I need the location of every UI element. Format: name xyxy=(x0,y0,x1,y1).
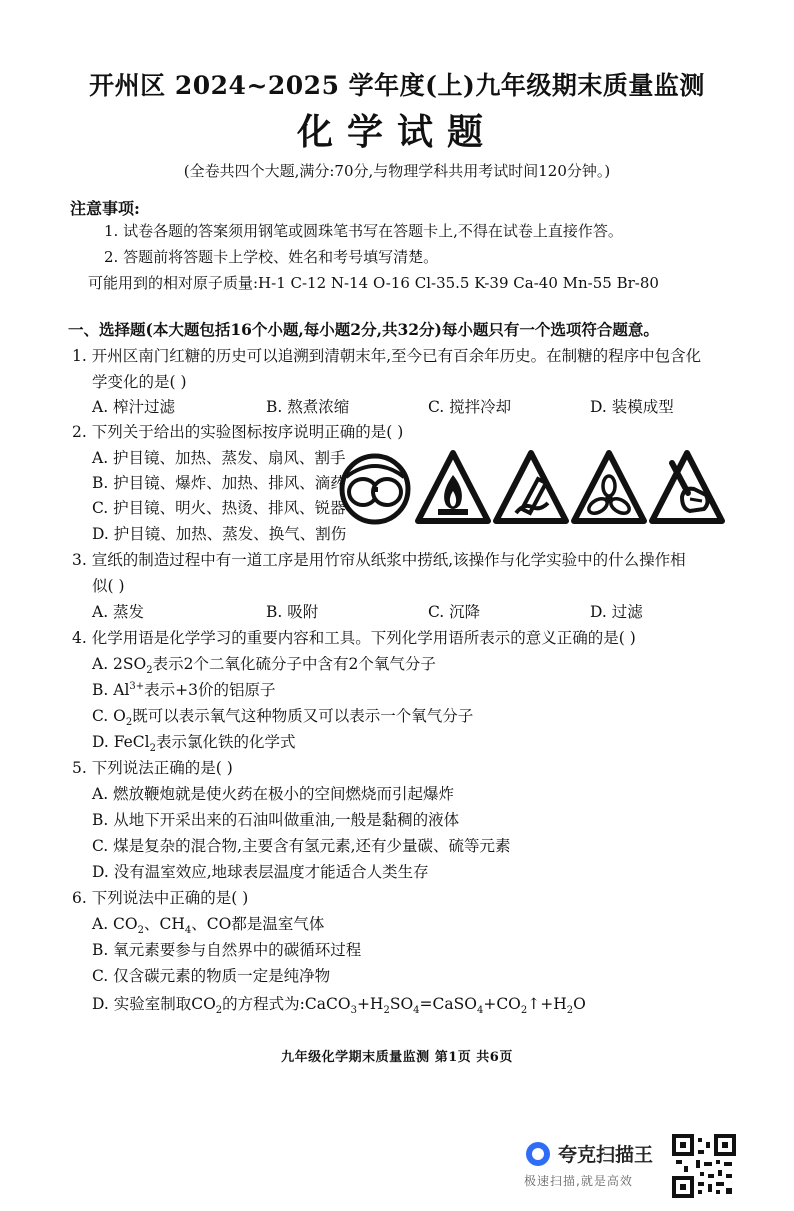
q6-option-b: B. 氧元素要参与自然界中的碳循环过程 xyxy=(92,941,362,959)
question-3-stem-cont: 似( ) xyxy=(92,577,125,595)
qr-code-icon xyxy=(672,1134,736,1198)
exhaust-fan-icon xyxy=(570,447,648,529)
q1-option-a: A. 榨汁过滤 xyxy=(92,398,176,416)
question-6-stem: 6. 下列说法中正确的是( ) xyxy=(72,889,249,907)
goggles-icon xyxy=(336,447,414,529)
page-footer: 九年级化学期末质量监测 第1页 共6页 xyxy=(281,1050,513,1065)
question-3-stem: 3. 宣纸的制造过程中有一道工序是用竹帘从纸浆中捞纸,该操作与化学实验中的什么操作相 xyxy=(72,551,686,569)
q3-option-a: A. 蒸发 xyxy=(92,603,145,621)
section-heading: 一、选择题(本大题包括16个小题,每小题2分,共32分)每小题只有一个选项符合题意。 xyxy=(68,320,659,339)
q3-option-b: B. 吸附 xyxy=(266,603,319,621)
atomic-masses: 可能用到的相对原子质量:H-1 C-12 N-14 O-16 Cl-35.5 K-39 Ca-40 Mn-55 Br-80 xyxy=(88,274,659,292)
q4-option-d: D. FeCl$_2$表示氯化铁的化学式 xyxy=(92,733,296,755)
heating-flame-icon xyxy=(414,447,492,529)
question-1-stem: 1. 开州区南门红糖的历史可以追溯到清朝末年,至今已有百余年历史。在制糖的程序中包含化 xyxy=(72,347,702,365)
note-item: 1. 试卷各题的答案须用钢笔或圆珠笔书写在答题卡上,不得在试卷上直接作答。 xyxy=(104,222,623,240)
q5-option-b: B. 从地下开采出来的石油叫做重油,一般是黏稠的液体 xyxy=(92,811,460,829)
scanner-logo-icon xyxy=(526,1142,550,1166)
q1-option-b: B. 熬煮浓缩 xyxy=(266,398,350,416)
page-title: 化学试题 xyxy=(296,111,497,153)
q4-option-c: C. $O_2$既可以表示氧气这种物质又可以表示一个氧气分子 xyxy=(92,707,474,729)
question-5-stem: 5. 下列说法正确的是( ) xyxy=(72,759,233,777)
lab-safety-icons xyxy=(336,447,726,529)
q1-option-c: C. 搅拌冷却 xyxy=(428,398,512,416)
note-item: 2. 答题前将答题卡上学校、姓名和考号填写清楚。 xyxy=(104,248,439,266)
q6-option-a: A. $CO_2$、$CH_4$、CO都是温室气体 xyxy=(92,915,325,937)
sharp-object-icon xyxy=(648,447,726,529)
watermark-slogan: 极速扫描,就是高效 xyxy=(524,1174,633,1188)
q5-option-d: D. 没有温室效应,地球表层温度才能适合人类生存 xyxy=(92,863,429,881)
watermark-name: 夸克扫描王 xyxy=(558,1144,654,1166)
q2-option-a: A. 护目镜、加热、蒸发、扇风、割手 xyxy=(92,449,346,467)
exam-header: 开州区 2024~2025 学年度(上)九年级期末质量监测 xyxy=(89,71,705,100)
q3-option-d: D. 过滤 xyxy=(590,603,643,621)
q2-option-b: B. 护目镜、爆炸、加热、排风、滴药 xyxy=(92,474,346,492)
q4-option-b: B. $Al^{3+}$表示+3价的铝原子 xyxy=(92,680,276,699)
q4-option-a: A. $2SO_2$表示2个二氧化硫分子中含有2个氧气分子 xyxy=(92,655,436,677)
q3-option-c: C. 沉降 xyxy=(428,603,481,621)
question-4-stem: 4. 化学用语是化学学习的重要内容和工具。下列化学用语所表示的意义正确的是( ) xyxy=(72,629,636,647)
question-2-stem: 2. 下列关于给出的实验图标按序说明正确的是( ) xyxy=(72,423,404,441)
q5-option-a: A. 燃放鞭炮就是使火药在极小的空间燃烧而引起爆炸 xyxy=(92,785,455,803)
exam-info: (全卷共四个大题,满分:70分,与物理学科共用考试时间120分钟。) xyxy=(183,162,611,180)
scanner-watermark xyxy=(520,1136,670,1196)
q2-option-c: C. 护目镜、明火、热烫、排风、锐器 xyxy=(92,499,346,517)
q6-option-d: D. 实验室制取$CO_2$的方程式为$:CaCO_3+H_2SO_4=CaSO_4+CO_2↑+H_2O$ xyxy=(92,995,586,1017)
q6-option-c: C. 仅含碳元素的物质一定是纯净物 xyxy=(92,967,331,985)
question-1-stem-cont: 学变化的是( ) xyxy=(92,373,187,391)
q5-option-c: C. 煤是复杂的混合物,主要含有氢元素,还有少量碳、硫等元素 xyxy=(92,837,511,855)
notes-heading: 注意事项: xyxy=(70,199,140,218)
q2-option-d: D. 护目镜、加热、蒸发、换气、割伤 xyxy=(92,525,347,543)
hot-surface-icon xyxy=(492,447,570,529)
q1-option-d: D. 装模成型 xyxy=(590,398,674,416)
